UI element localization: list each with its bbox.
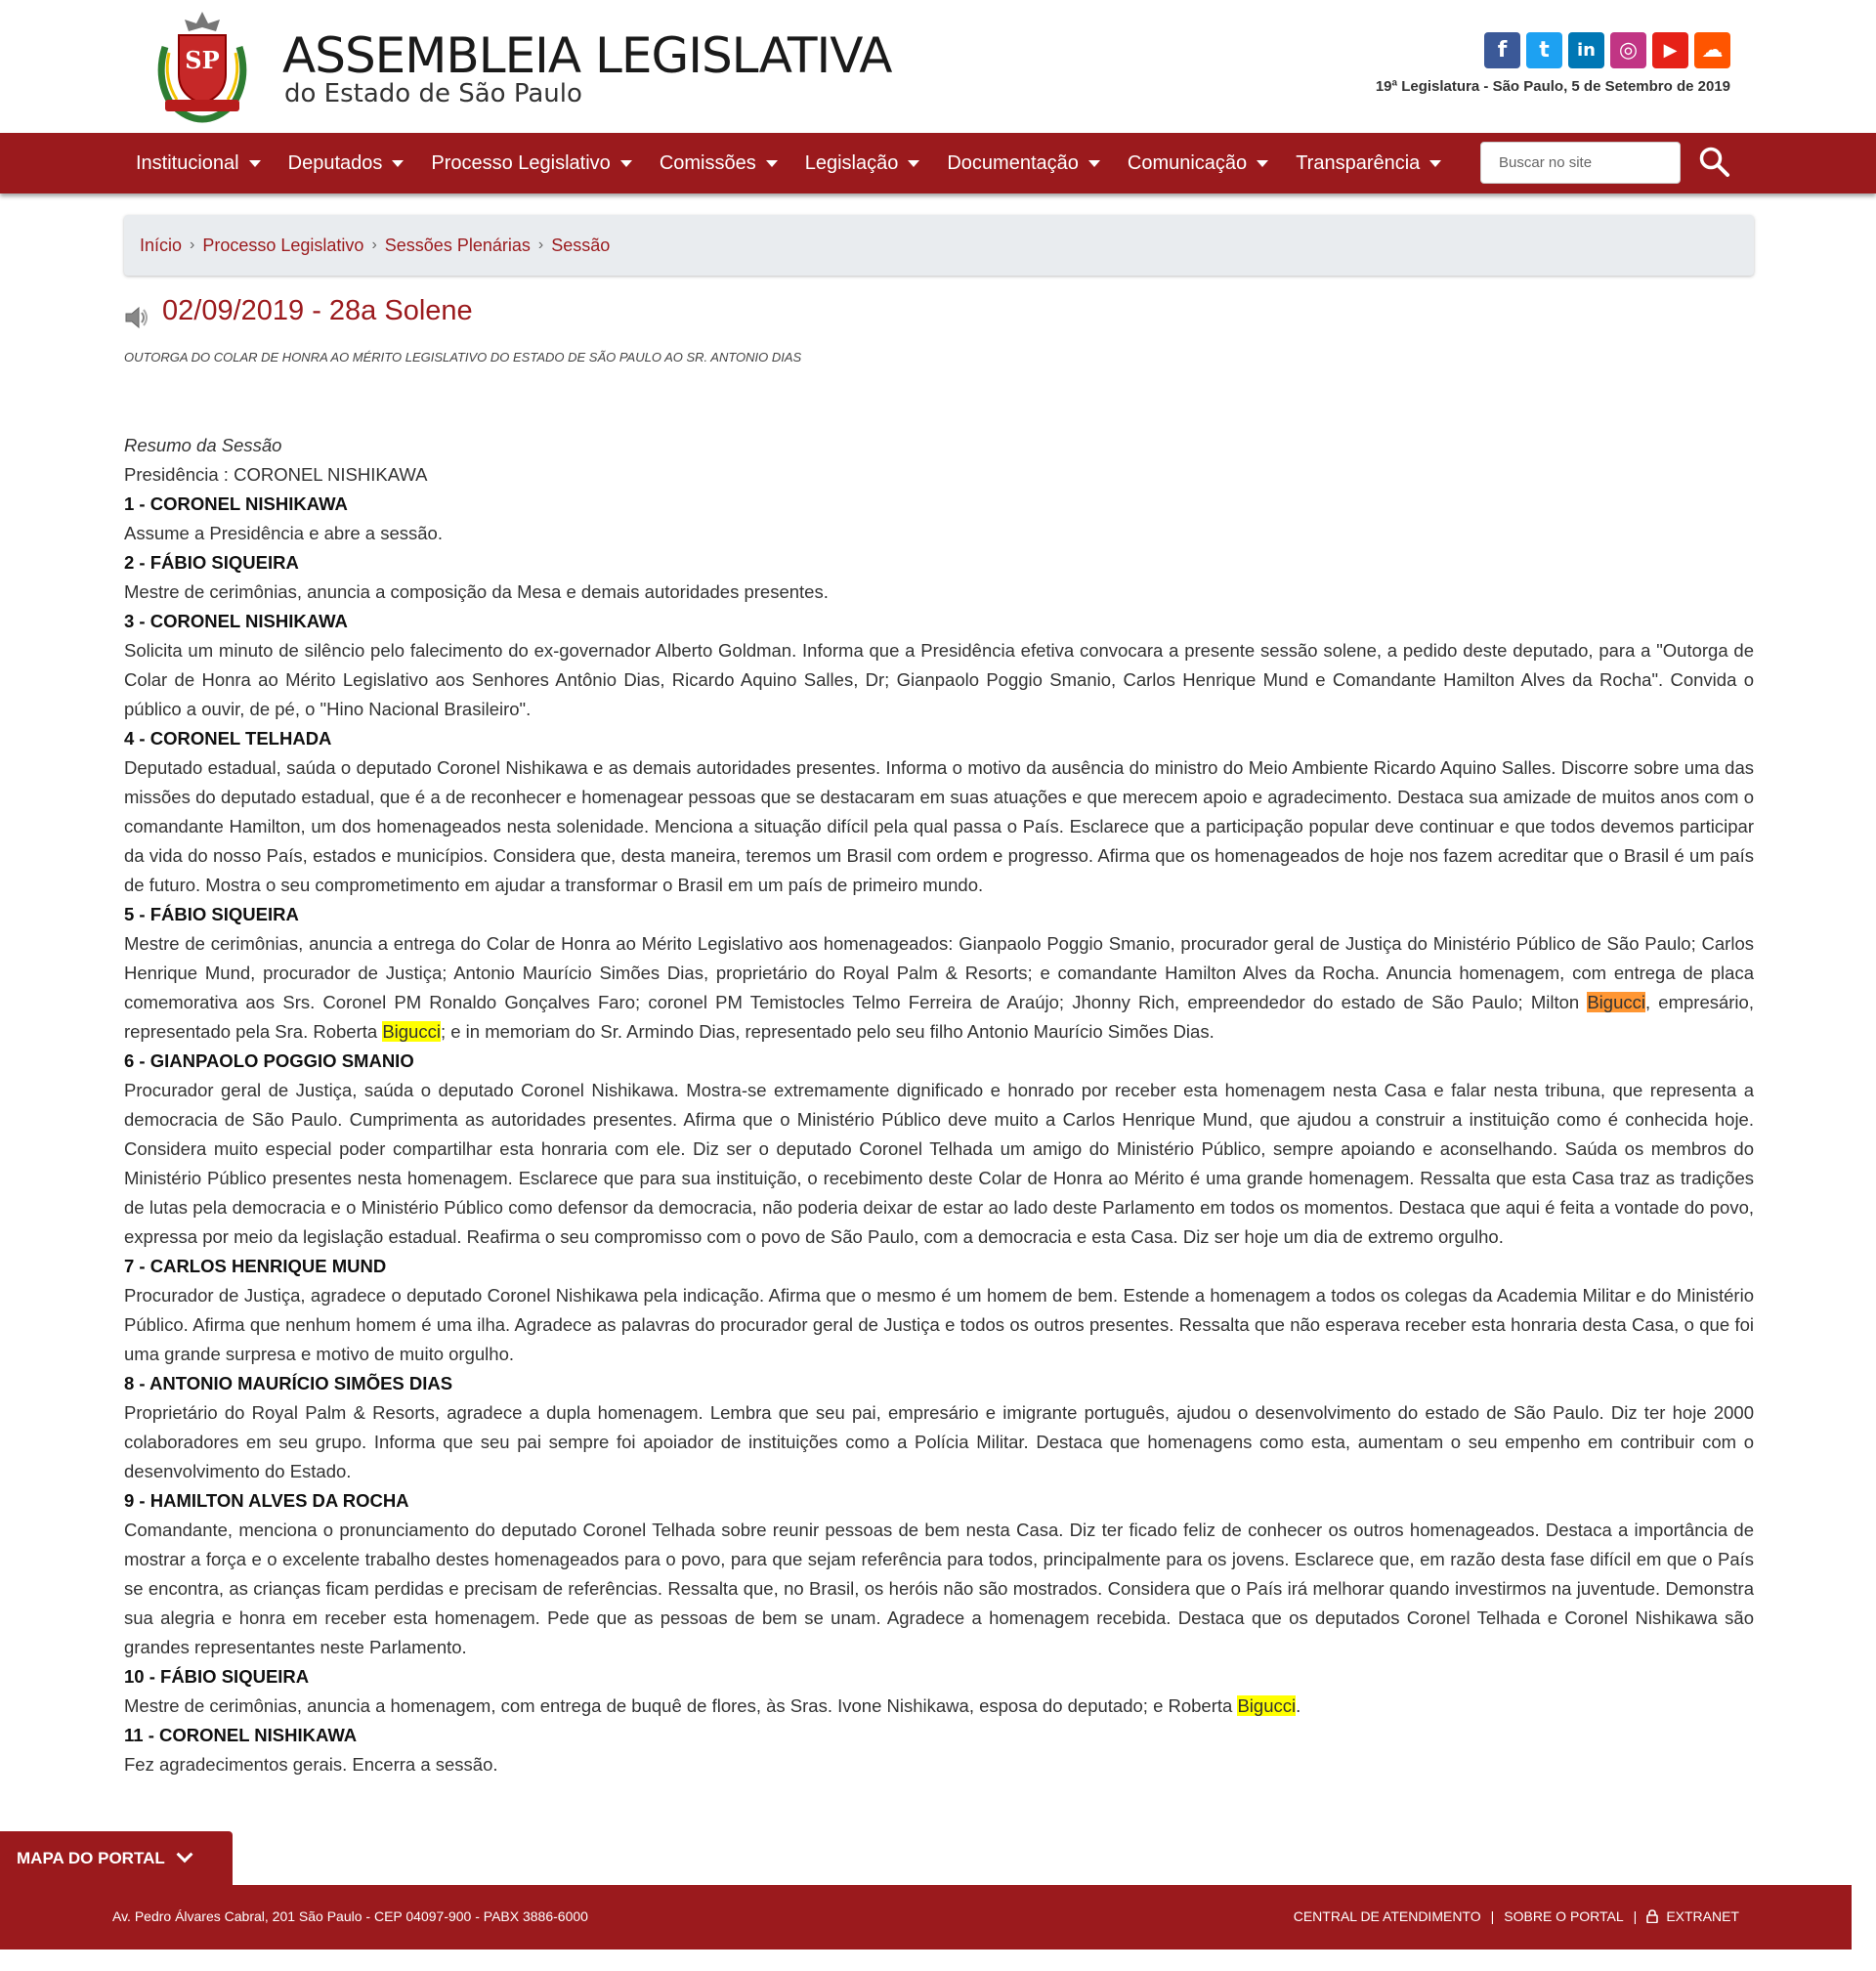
speaker-heading: 9 - HAMILTON ALVES DA ROCHA [124, 1490, 409, 1511]
site-title[interactable]: ASSEMBLEIA LEGISLATIVA [282, 27, 892, 84]
speaker-heading: 10 - FÁBIO SIQUEIRA [124, 1666, 310, 1687]
caret-down-icon [620, 160, 632, 167]
speaker-heading: 2 - FÁBIO SIQUEIRA [124, 552, 299, 573]
nav-label: Comunicação [1127, 151, 1248, 174]
nav-transparencia[interactable] [1282, 152, 1455, 175]
twitter-icon[interactable]: t [1526, 32, 1562, 68]
site-footer [0, 1885, 1852, 1950]
footer-links [1294, 1908, 1739, 1924]
nav-legislacao[interactable] [791, 152, 934, 175]
speaker-summary: Deputado estadual, saúda o deputado Coronel Nishikawa e as demais autoridades presentes. Informa o motivo da ausência do ministro do Meio Ambiente Ricardo Aquino Salles. Discorre sobre uma das missões do deputado estadual, que é a de reconhecer e homenagear pessoas que se destacaram em suas atuações e que merecem apoio e agradecimento. Destaca sua amizade de muitos anos com o comandante Hamilton, um dos homenageados nesta solenidade. Menciona a situação difícil pela qual passa o País. Esclarece que a participação popular deve continuar e que todos devemos participar da vida do nosso País, estados e municípios. Considera que, desta maneira, teremos um Brasil com ordem e progresso. Afirma que os homenageados de hoje nos fazem acreditar que o Brasil é um país de futuro. Mostra o seu comprometimento em ajudar a transformar o Brasil em um país de primeiro mundo. [124, 757, 1754, 895]
sp-seal-logo[interactable] [151, 10, 253, 123]
search-input[interactable] [1480, 142, 1681, 184]
nav-deputados[interactable] [275, 152, 418, 175]
legislature-date: 19ª Legislatura - São Paulo, 5 de Setembro de 2019 [1375, 78, 1730, 95]
caret-down-icon [1429, 160, 1441, 167]
youtube-icon[interactable]: ▶ [1652, 32, 1688, 68]
site-header [0, 0, 1876, 133]
caret-down-icon [908, 160, 919, 167]
nav-label: Processo Legislativo [431, 151, 611, 174]
speaker-summary: Assume a Presidência e abre a sessão. [124, 523, 443, 543]
breadcrumb-inicio[interactable]: Início [140, 235, 183, 255]
lock-icon [1646, 1909, 1658, 1923]
sobre-o-portal-link[interactable]: SOBRE O PORTAL [1504, 1908, 1624, 1924]
speaker-heading: 8 - ANTONIO MAURÍCIO SIMÕES DIAS [124, 1373, 453, 1393]
speaker-summary: Procurador de Justiça, agradece o deputado Coronel Nishikawa pela indicação. Afirma que o mesmo é um homem de bem. Estende a homenagem a todos os colegas da Academia Militar e do Ministério Público. Afirma que nenhum homem é uma ilha. Agradece as palavras do procurador geral de Justiça e todos os outros presentes. Ressalta que não esperava receber esta honraria desta Casa, o que foi uma grande surpresa e motivo de muito orgulho. [124, 1285, 1754, 1364]
linkedin-icon[interactable]: in [1568, 32, 1604, 68]
facebook-icon[interactable]: f [1484, 32, 1520, 68]
speaker-icon[interactable] [124, 306, 149, 329]
mapa-do-portal-button[interactable] [0, 1831, 233, 1885]
chevron-right-icon: › [371, 236, 377, 253]
extranet-label: EXTRANET [1666, 1908, 1739, 1924]
nav-label: Documentação [947, 151, 1079, 174]
speaker-summary: Proprietário do Royal Palm & Resorts, agradece a dupla homenagem. Lembra que seu pai, empresário e imigrante português, ajudou o desenvolvimento do estado de São Paulo. Diz ter hoje 2000 colaboradores em seu grupo. Informa que seu pai sempre foi apoiador de instituições como a Polícia Militar. Destaca que homenagens como esta, aumentam o seu empenho em contribuir com o desenvolvimento do Estado. [124, 1402, 1754, 1481]
speaker-heading: 5 - FÁBIO SIQUEIRA [124, 904, 299, 924]
central-de-atendimento-link[interactable]: CENTRAL DE ATENDIMENTO [1293, 1908, 1481, 1924]
text-segment: . [1296, 1695, 1301, 1716]
chevron-right-icon: › [537, 236, 544, 253]
nav-processo-legislativo[interactable] [417, 152, 645, 175]
footer-separator: | [1633, 1908, 1638, 1924]
speaker-summary [124, 929, 1754, 1047]
nav-label: Deputados [287, 151, 383, 174]
speaker-heading: 11 - CORONEL NISHIKAWA [124, 1725, 358, 1745]
main-navbar [0, 133, 1876, 193]
caret-down-icon [249, 160, 261, 167]
footer-separator: | [1490, 1908, 1495, 1924]
social-links [1484, 32, 1730, 68]
breadcrumb-sessoes-plenarias[interactable]: Sessões Plenárias [384, 235, 531, 255]
page-subtitle: OUTORGA DO COLAR DE HONRA AO MÉRITO LEGISLATIVO DO ESTADO DE SÃO PAULO AO SR. ANTONIO DIAS [124, 350, 802, 364]
chevron-right-icon: › [190, 236, 195, 253]
text-segment: , empresário, representado pela Sra. Roberta [124, 992, 1754, 1042]
chevron-down-icon [176, 1846, 192, 1863]
nav-label: Comissões [659, 151, 756, 174]
caret-down-icon [1088, 160, 1100, 167]
extranet-link[interactable] [1646, 1908, 1739, 1924]
speaker-heading: 1 - CORONEL NISHIKAWA [124, 493, 348, 514]
speaker-summary: Procurador geral de Justiça, saúda o deputado Coronel Nishikawa. Mostra-se extremamente dignificado e honrado por receber esta homenagem nesta Casa e falar nesta tribuna, que representa a democracia de São Paulo. Cumprimenta as autoridades presentes. Afirma que o Ministério Público deve muito a Carlos Henrique Mund, que ajudou a construir a instituição como é conhecida hoje. Considera muito especial poder compartilhar esta honraria com ele. Diz ser o deputado Coronel Telhada um amigo do Ministério Público, sempre apoiando e aconselhando. Saúda os membros do Ministério Público presentes nesta homenagem. Esclarece que para sua instituição, o recebimento deste Colar de Honra ao Mérito é uma grande homenagem. Ressalta que esta Casa traz as tradições de lutas pela democracia e o Ministério Público como defensor da democracia, não poderia deixar de estar ao lado deste Parlamento em todos os momentos. Destaca que aqui é feita a vontade do povo, expressa por meio da legislação estadual. Reafirma o seu compromisso com o povo de São Paulo, com a democracia e esta Casa. Diz ser hoje um dia de extremo orgulho. [124, 1080, 1754, 1247]
nav-comissoes[interactable] [646, 152, 791, 175]
search-icon[interactable] [1698, 146, 1731, 179]
nav-label: Legislação [804, 151, 899, 174]
speaker-heading: 3 - CORONEL NISHIKAWA [124, 611, 348, 631]
site-subtitle[interactable]: do Estado de São Paulo [284, 79, 582, 108]
resumo-label: Resumo da Sessão [124, 435, 282, 455]
speaker-summary: Fez agradecimentos gerais. Encerra a sessão. [124, 1754, 498, 1775]
session-summary [124, 431, 1754, 1779]
footer-address: Av. Pedro Álvares Cabral, 201 São Paulo - CEP 04097-900 - PABX 3886-6000 [112, 1908, 588, 1924]
nav-comunicacao[interactable] [1114, 152, 1282, 175]
breadcrumb-processo-legislativo[interactable]: Processo Legislativo [202, 235, 364, 255]
text-segment: Mestre de cerimônias, anuncia a entrega do Colar de Honra ao Mérito Legislativo aos homenageados: Gianpaolo Poggio Smanio, procurador geral de Justiça do Ministério Público de São Paulo; Carlos Henrique Mund, procurador de Justiça; Antonio Maurício Simões Dias, proprietário do Royal Palm & Resorts; e comandante Hamilton Alves da Rocha. Anuncia homenagem, com entrega de placa comemorativa aos Srs. Coronel PM Ronaldo Gonçalves Faro; coronel PM Temistocles Telmo Ferreira de Araújo; Jhonny Rich, empreendedor do estado de São Paulo; Milton [124, 933, 1754, 1012]
speaker-heading: 4 - CORONEL TELHADA [124, 728, 332, 749]
text-segment: Mestre de cerimônias, anuncia a homenagem, com entrega de buquê de flores, às Sras. Ivone Nishikawa, esposa do deputado; e Roberta [124, 1695, 1238, 1716]
caret-down-icon [1257, 160, 1268, 167]
search-highlight: Bigucci [1587, 992, 1645, 1012]
text-segment: ; e in memoriam do Sr. Armindo Dias, representado pelo seu filho Antonio Maurício Simões Dias. [440, 1021, 1215, 1042]
speaker-summary [124, 1692, 1754, 1721]
speaker-heading: 6 - GIANPAOLO POGGIO SMANIO [124, 1050, 414, 1071]
speaker-heading: 7 - CARLOS HENRIQUE MUND [124, 1256, 387, 1276]
search-highlight: Bigucci [1237, 1695, 1297, 1716]
nav-documentacao[interactable] [933, 152, 1114, 175]
nav-label: Transparência [1296, 151, 1421, 174]
breadcrumb [124, 215, 1754, 276]
nav-institucional[interactable] [122, 152, 275, 175]
speaker-summary: Mestre de cerimônias, anuncia a composição da Mesa e demais autoridades presentes. [124, 581, 829, 602]
instagram-icon[interactable]: ◎ [1610, 32, 1646, 68]
presidencia-line: Presidência : CORONEL NISHIKAWA [124, 464, 428, 485]
svg-text:SP: SP [185, 46, 220, 74]
breadcrumb-sessao[interactable]: Sessão [551, 235, 611, 255]
caret-down-icon [392, 160, 404, 167]
nav-label: Institucional [136, 151, 239, 174]
page-title: 02/09/2019 - 28a Solene [162, 295, 473, 326]
mapa-label: MAPA DO PORTAL [17, 1848, 165, 1867]
speaker-summary: Comandante, menciona o pronunciamento do deputado Coronel Telhada sobre reunir pessoas de bem nesta Casa. Diz ter ficado feliz de conhecer os outros homenageados. Destaca a importância de mostrar a força e o excelente trabalho destes homenageados para o povo, para que sejam referência para todos, principalmente para os jovens. Esclarece que, em razão desta fase difícil em que o País se encontra, as crianças ficam perdidas e precisam de referências. Ressalta que, no Brasil, os heróis não são mostrados. Considera que o País irá melhorar quando investirmos na juventude. Demonstra sua alegria e honra em receber esta homenagem. Pede que as pessoas de bem se unam. Agradece a homenagem recebida. Destaca que os deputados Coronel Telhada e Coronel Nishikawa são grandes representantes neste Parlamento. [124, 1520, 1754, 1657]
caret-down-icon [766, 160, 778, 167]
speaker-summary: Solicita um minuto de silêncio pelo falecimento do ex-governador Alberto Goldman. Informa que a Presidência efetiva convocara a presente sessão solene, a pedido deste deputado, para a "Outorga de Colar de Honra ao Mérito Legislativo aos Senhores Antônio Dias, Ricardo Aquino Salles, Dr; Gianpaolo Poggio Smanio, Carlos Henrique Mund e Comandante Hamilton Alves da Rocha". Convida o público a ouvir, de pé, o "Hino Nacional Brasileiro". [124, 640, 1754, 719]
soundcloud-icon[interactable]: ☁ [1694, 32, 1730, 68]
search-highlight: Bigucci [382, 1021, 441, 1042]
